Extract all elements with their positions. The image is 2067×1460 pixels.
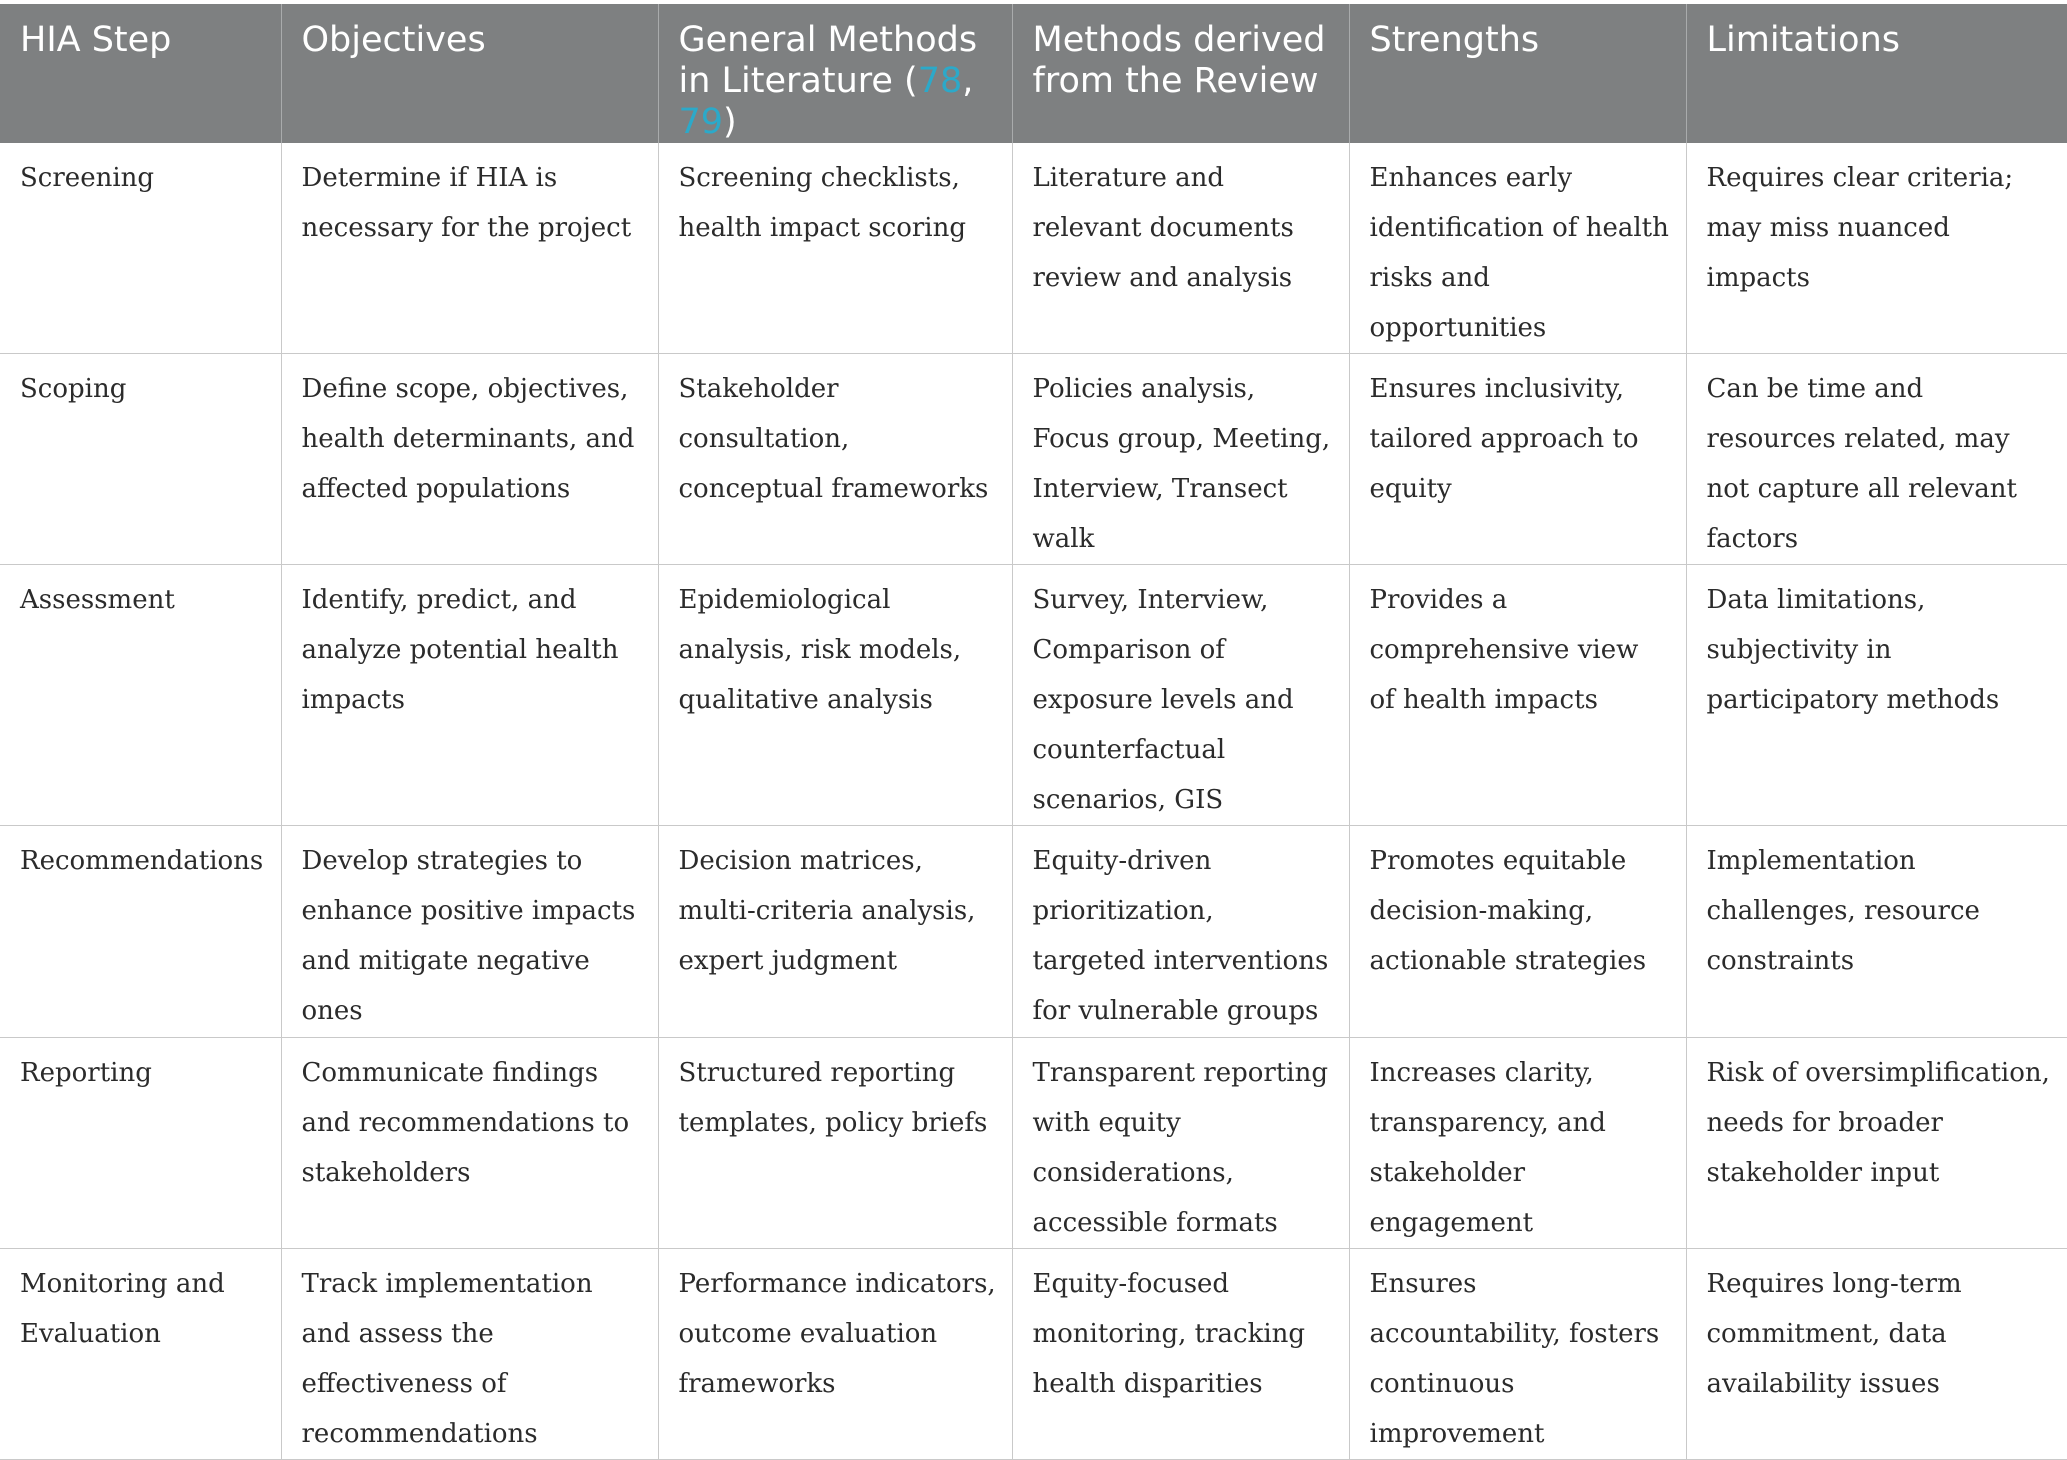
table-header [0, 4, 2067, 143]
cell-general-methods: Structured reporting templates, policy briefs [658, 1038, 1012, 1249]
header-general-methods-label: General Methods in Literature ( [678, 20, 978, 101]
header-general-methods [658, 4, 1012, 143]
cell-methods-review: Transparent reporting with equity considerations, accessible formats [1012, 1038, 1349, 1249]
cell-general-methods: Decision matrices, multi-criteria analysis, expert judgment [658, 826, 1012, 1038]
table-row [0, 354, 2067, 565]
table-body [0, 143, 2067, 1460]
cell-step: Reporting [0, 1038, 281, 1249]
header-methods-review: Methods derived from the Review [1012, 4, 1349, 143]
cell-general-methods: Performance indicators, outcome evaluation frameworks [658, 1249, 1012, 1460]
cell-strengths: Increases clarity, transparency, and stakeholder engagement [1349, 1038, 1686, 1249]
cell-limitations: Data limitations, subjectivity in participatory methods [1686, 565, 2067, 826]
table-row [0, 565, 2067, 826]
cell-general-methods: Epidemiological analysis, risk models, qualitative analysis [658, 565, 1012, 826]
header-hia-step: HIA Step [0, 4, 281, 143]
cell-limitations: Requires clear criteria; may miss nuanced impacts [1686, 143, 2067, 354]
header-row [0, 4, 2067, 143]
hia-methods-table [0, 4, 2067, 1460]
header-strengths: Strengths [1349, 4, 1686, 143]
cell-objectives: Identify, predict, and analyze potential health impacts [281, 565, 658, 826]
cell-limitations: Can be time and resources related, may not capture all relevant factors [1686, 354, 2067, 565]
hia-methods-table-container [0, 4, 2067, 1460]
table-row [0, 1038, 2067, 1249]
cell-methods-review: Equity-focused monitoring, tracking health disparities [1012, 1249, 1349, 1460]
cell-methods-review: Equity-driven prioritization, targeted interventions for vulnerable groups [1012, 826, 1349, 1038]
table-row [0, 826, 2067, 1038]
table-row [0, 143, 2067, 354]
cell-limitations: Implementation challenges, resource constraints [1686, 826, 2067, 1038]
header-limitations: Limitations [1686, 4, 2067, 143]
cell-step: Assessment [0, 565, 281, 826]
table-row [0, 1249, 2067, 1460]
cell-limitations: Risk of oversimplification, needs for broader stakeholder input [1686, 1038, 2067, 1249]
cell-step: Recommendations [0, 826, 281, 1038]
cell-general-methods: Stakeholder consultation, conceptual frameworks [658, 354, 1012, 565]
cell-objectives: Communicate findings and recommendations to stakeholders [281, 1038, 658, 1249]
reference-link-78[interactable]: 78 [917, 61, 963, 101]
cell-methods-review: Survey, Interview, Comparison of exposure levels and counterfactual scenarios, GIS [1012, 565, 1349, 826]
cell-objectives: Determine if HIA is necessary for the project [281, 143, 658, 354]
cell-objectives: Define scope, objectives, health determinants, and affected populations [281, 354, 658, 565]
cell-step: Scoping [0, 354, 281, 565]
cell-methods-review: Policies analysis, Focus group, Meeting, Interview, Transect walk [1012, 354, 1349, 565]
cell-strengths: Ensures accountability, fosters continuous improvement [1349, 1249, 1686, 1460]
reference-link-79[interactable]: 79 [678, 102, 724, 142]
cell-objectives: Track implementation and assess the effectiveness of recommendations [281, 1249, 658, 1460]
cell-step: Monitoring and Evaluation [0, 1249, 281, 1460]
cell-objectives: Develop strategies to enhance positive impacts and mitigate negative ones [281, 826, 658, 1038]
cell-step: Screening [0, 143, 281, 354]
header-objectives: Objectives [281, 4, 658, 143]
cell-limitations: Requires long-term commitment, data availability issues [1686, 1249, 2067, 1460]
cell-strengths: Promotes equitable decision-making, actionable strategies [1349, 826, 1686, 1038]
cell-strengths: Provides a comprehensive view of health impacts [1349, 565, 1686, 826]
cell-general-methods: Screening checklists, health impact scoring [658, 143, 1012, 354]
reference-separator: , [962, 61, 974, 101]
cell-methods-review: Literature and relevant documents review and analysis [1012, 143, 1349, 354]
reference-close-paren: ) [723, 102, 737, 142]
cell-strengths: Ensures inclusivity, tailored approach to equity [1349, 354, 1686, 565]
cell-strengths: Enhances early identification of health risks and opportunities [1349, 143, 1686, 354]
